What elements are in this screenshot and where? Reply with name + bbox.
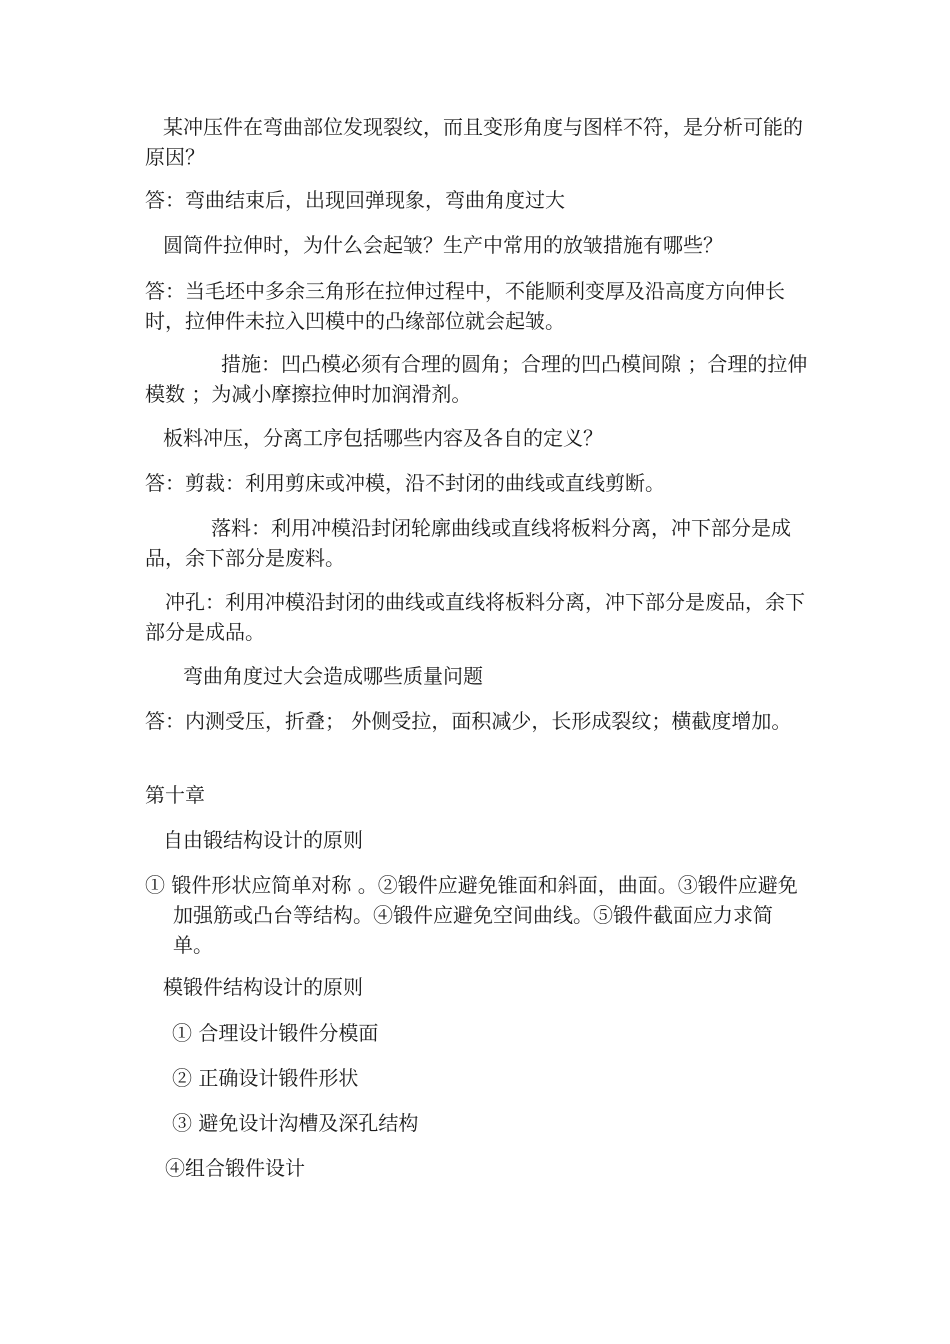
answer-1: 答：弯曲结束后，出现回弹现象，弯曲角度过大: [145, 188, 565, 212]
die-principle-1: ① 合理设计锻件分模面: [172, 1021, 379, 1045]
question-4: 弯曲角度过大会造成哪些质量问题: [183, 664, 483, 688]
answer-4: 答：内测受压，折叠； 外侧受拉，面积减少，长形成裂纹；横截度增加。: [145, 709, 792, 733]
answer-3-punching: 冲孔：利用冲模沿封闭的曲线或直线将板料分离，冲下部分是废品，余下部分是成品。: [145, 590, 805, 644]
answer-3-blanking: 落料：利用冲模沿封闭轮廓曲线或直线将板料分离，冲下部分是成品，余下部分是废料。: [145, 516, 791, 570]
answer-2: 答：当毛坯中多余三角形在拉伸过程中，不能顺利变厚及沿高度方向伸长时，拉伸件未拉入凹模中的凸缘部位就会起皱。: [145, 279, 785, 333]
free-forging-heading: 自由锻结构设计的原则: [163, 828, 363, 852]
question-1: 某冲压件在弯曲部位发现裂纹，而且变形角度与图样不符，是分析可能的原因？: [145, 115, 803, 169]
free-forging-principles: ① 锻件形状应简单对称 。②锻件应避免锥面和斜面，曲面。③锻件应避免加强筋或凸台等结构。④锻件应避免空间曲线。⑤锻件截面应力求简单。: [145, 873, 798, 957]
chapter-heading: 第十章: [145, 783, 205, 807]
die-principle-2: ② 正确设计锻件形状: [172, 1066, 359, 1090]
answer-3-shearing: 答：剪裁：利用剪床或冲模，沿不封闭的曲线或直线剪断。: [145, 471, 665, 495]
question-3: 板料冲压，分离工序包括哪些内容及各自的定义？: [163, 426, 603, 450]
question-2: 圆筒件拉伸时，为什么会起皱？生产中常用的放皱措施有哪些？: [163, 233, 723, 257]
answer-2-measures: 措施：凹凸模必须有合理的圆角；合理的凹凸模间隙 ；合理的拉伸模数 ；为减小摩擦拉伸时加润滑剂。: [145, 352, 808, 406]
die-principle-3: ③ 避免设计沟槽及深孔结构: [172, 1111, 419, 1135]
die-forging-heading: 模锻件结构设计的原则: [163, 975, 363, 999]
die-principle-4: ④组合锻件设计: [165, 1156, 305, 1180]
